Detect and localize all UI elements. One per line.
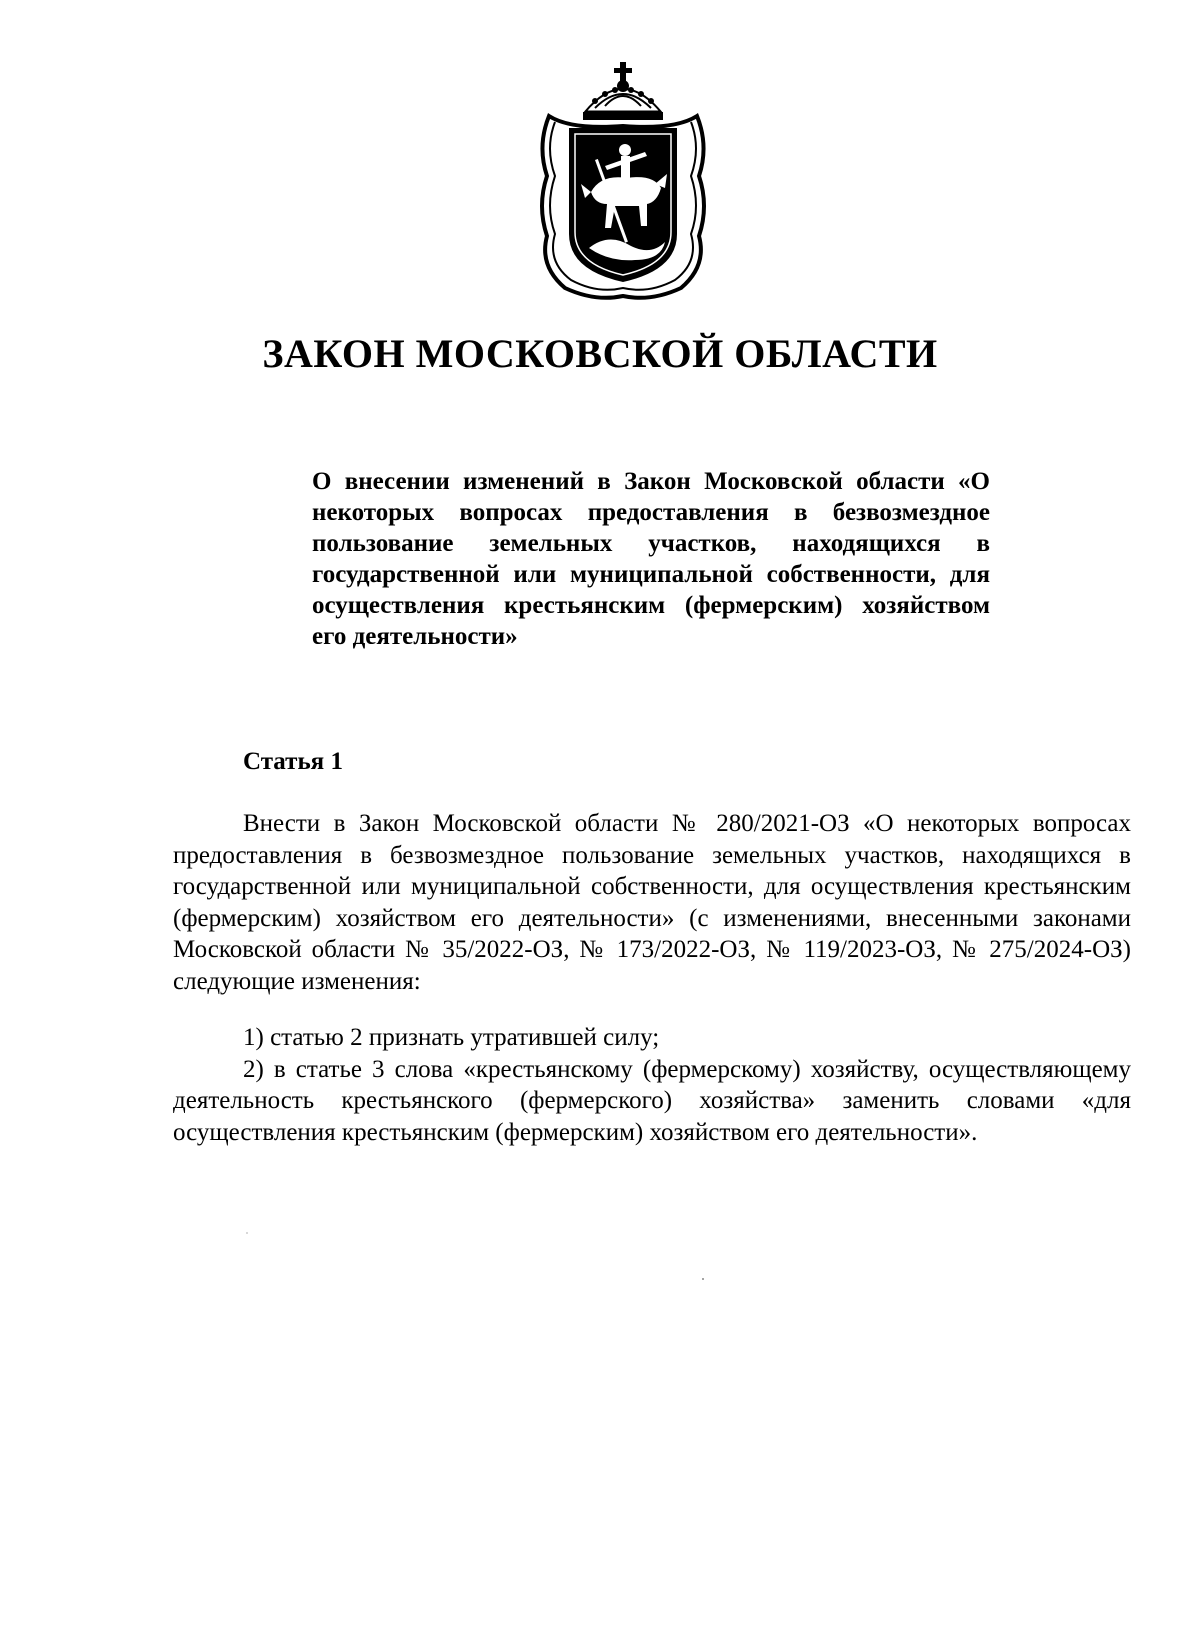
- article-item: 1) статью 2 признать утратившей силу;: [243, 1024, 660, 1051]
- document-subtitle: О внесении изменений в Закон Московской области «О некоторых вопросах предоставления в безвозмездное пользование земельных участков, находящихся в государственной или муниципальной собственности, для осуществления крестьянским (фермерским) хозяйством его деятельности»: [312, 468, 990, 650]
- scan-artifact: [246, 1232, 248, 1234]
- article-heading: Статья 1: [243, 748, 343, 775]
- article-item: 2) в статье 3 слова «крестьянскому (фермерскому) хозяйству, осуществляющему деятельность крестьянского (фермерского) хозяйства» заменить словами «для осуществления крестьянским (фермерским) хозяйством его деятельности».: [173, 1055, 1131, 1146]
- article-intro-text: Внести в Закон Московской области № 280/2021-ОЗ «О некоторых вопросах предоставления в безвозмездное пользование земельных участков, находящихся в государственной или муниципальной собственности, для осуществления крестьянским (фермерским) хозяйством его деятельности» (с изменениями, внесенными законами Московской области № 35/2022-ОЗ, № 173/2022-ОЗ, № 119/2023-ОЗ, № 275/2024-ОЗ) следующие изменения:: [173, 810, 1131, 995]
- article-intro: [173, 808, 1131, 997]
- moscow-oblast-coat-of-arms-icon: [535, 56, 711, 302]
- scan-artifact: [702, 1278, 704, 1280]
- article-items: [173, 1022, 1131, 1148]
- document-title: ЗАКОН МОСКОВСКОЙ ОБЛАСТИ: [262, 331, 938, 376]
